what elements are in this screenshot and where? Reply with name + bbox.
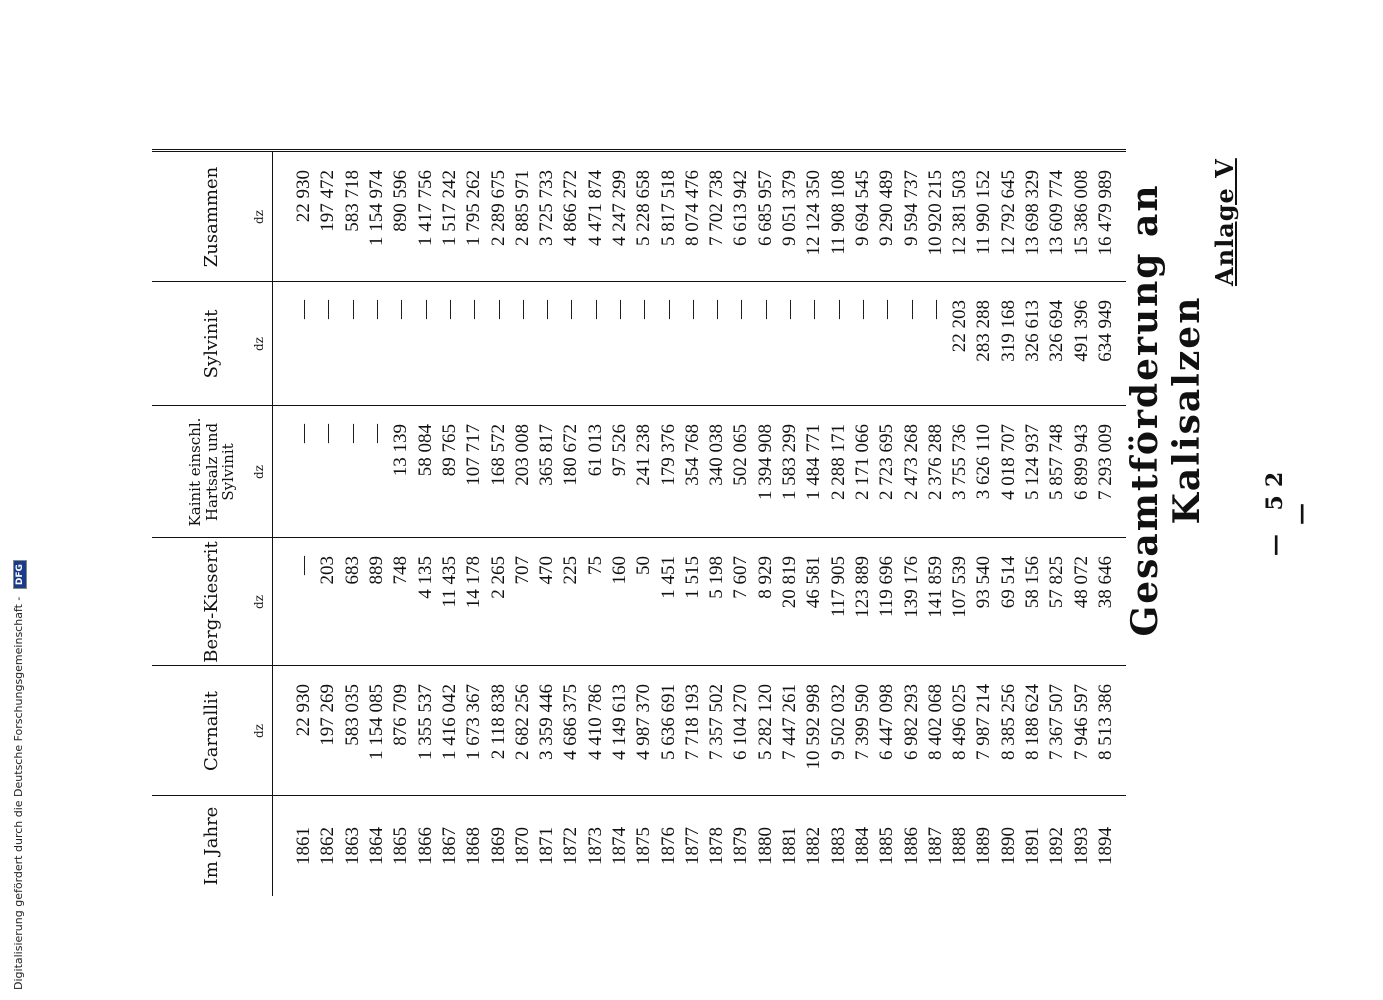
value-cell: 326 694 <box>1046 300 1068 362</box>
value-cell: — <box>633 300 655 319</box>
value-cell: 4 247 299 <box>609 170 630 246</box>
table-row <box>511 152 535 896</box>
value-cell: — <box>900 300 922 319</box>
value-cell: 7 702 738 <box>706 170 728 246</box>
value-cell: — <box>511 300 533 319</box>
value-cell: 1 355 537 <box>414 684 436 760</box>
value-cell: — <box>317 424 339 443</box>
table-row <box>341 152 365 896</box>
value-cell: 5 282 120 <box>754 684 776 760</box>
table-row <box>754 152 778 896</box>
value-cell: 1 484 771 <box>803 424 825 500</box>
table-row <box>1070 152 1094 896</box>
value-cell: — <box>293 300 315 319</box>
value-cell: 3 725 733 <box>536 170 558 246</box>
year-cell: 1865 <box>390 827 412 865</box>
value-cell: 97 526 <box>609 424 630 477</box>
value-cell: 3 626 110 <box>973 424 995 500</box>
year-cell: 1863 <box>341 827 363 865</box>
value-cell: 7 357 502 <box>706 684 728 760</box>
table-row <box>1045 152 1069 896</box>
value-cell: 75 <box>584 556 606 575</box>
value-cell: 365 817 <box>536 424 558 486</box>
value-cell: — <box>584 300 606 319</box>
value-cell: 326 613 <box>1022 300 1044 362</box>
funding-note <box>12 560 27 990</box>
value-cell: 2 473 268 <box>900 424 922 500</box>
value-cell: 5 636 691 <box>657 684 679 760</box>
production-table <box>152 149 1126 896</box>
value-cell: 22 930 <box>293 170 315 223</box>
value-cell: 11 990 152 <box>973 170 995 255</box>
header-sylvinit: Sylvinit dz <box>201 309 266 379</box>
value-cell: — <box>803 300 825 319</box>
year-cell: 1884 <box>851 827 873 865</box>
header-year: Im Jahre <box>201 806 223 886</box>
value-cell: 20 819 <box>779 556 801 609</box>
value-cell: — <box>317 300 339 319</box>
value-cell: 319 168 <box>997 300 1019 362</box>
value-cell: 354 768 <box>681 424 703 486</box>
value-cell: 4 987 370 <box>633 684 655 760</box>
value-cell: — <box>366 424 388 443</box>
value-cell: 241 238 <box>633 424 655 486</box>
value-cell: 203 <box>317 556 339 585</box>
value-cell: 5 198 <box>706 556 728 599</box>
value-cell: 890 596 <box>390 170 412 232</box>
table-row <box>924 152 948 896</box>
value-cell: 7 447 261 <box>779 684 801 760</box>
value-cell: — <box>681 300 703 319</box>
table-row <box>438 152 462 896</box>
table-row <box>778 152 802 896</box>
value-cell: — <box>851 300 873 319</box>
value-cell: — <box>341 424 363 443</box>
value-cell: 6 982 293 <box>900 684 922 760</box>
year-cell: 1868 <box>463 827 485 865</box>
year-cell: 1870 <box>511 827 533 865</box>
value-cell: 9 051 379 <box>779 170 801 246</box>
table-row <box>972 152 996 896</box>
value-cell: — <box>487 300 509 319</box>
value-cell: 2 288 171 <box>827 424 849 500</box>
value-cell: 748 <box>390 556 412 585</box>
value-cell: 1 394 908 <box>754 424 776 500</box>
value-cell: 7 718 193 <box>681 684 703 760</box>
value-cell: 5 817 518 <box>657 170 679 246</box>
value-cell: 8 074 476 <box>681 170 703 246</box>
value-cell: 10 592 998 <box>803 684 825 770</box>
table-row <box>681 152 705 896</box>
value-cell: — <box>706 300 728 319</box>
value-cell: 8 496 025 <box>949 684 971 760</box>
value-cell: 7 607 <box>730 556 752 599</box>
header-kainit: Kainit einschl. Hartsalz und Sylvinit dz <box>186 417 266 527</box>
value-cell: 2 118 838 <box>487 684 509 760</box>
value-cell: — <box>414 300 436 319</box>
year-cell: 1886 <box>900 827 922 865</box>
value-cell: 13 139 <box>390 424 412 477</box>
value-cell: 197 472 <box>317 170 339 232</box>
value-cell: 48 072 <box>1070 556 1092 609</box>
value-cell: — <box>730 300 752 319</box>
year-cell: 1880 <box>754 827 776 865</box>
appendix-label: Anlage V <box>1210 158 1239 286</box>
value-cell: 683 <box>341 556 363 585</box>
table-row <box>486 152 510 896</box>
year-cell: 1881 <box>779 827 801 865</box>
value-cell: 61 013 <box>584 424 606 477</box>
value-cell: 197 269 <box>317 684 339 746</box>
value-cell: 13 609 774 <box>1046 170 1068 256</box>
value-cell: 12 792 645 <box>997 170 1019 256</box>
value-cell: — <box>390 300 412 319</box>
value-cell: — <box>827 300 849 319</box>
year-cell: 1875 <box>633 827 655 865</box>
value-cell: 491 396 <box>1070 300 1092 362</box>
value-cell: 3 755 736 <box>949 424 971 500</box>
year-cell: 1861 <box>293 827 315 865</box>
value-cell: 8 402 068 <box>924 684 946 760</box>
value-cell: 16 479 989 <box>1094 170 1116 256</box>
value-cell: 6 899 943 <box>1070 424 1092 500</box>
value-cell: 889 <box>366 556 388 585</box>
page-title: Gesamtförderung an Kalisalzen <box>1124 183 1208 637</box>
value-cell: — <box>876 300 898 319</box>
year-cell: 1867 <box>438 827 460 865</box>
value-cell: 139 176 <box>900 556 922 618</box>
value-cell: 5 124 937 <box>1022 424 1044 500</box>
value-cell: 8 188 624 <box>1022 684 1044 760</box>
table-row <box>827 152 851 896</box>
value-cell: 38 646 <box>1094 556 1116 609</box>
value-cell: 2 885 971 <box>511 170 533 246</box>
value-cell: 9 594 737 <box>900 170 922 246</box>
year-cell: 1890 <box>997 827 1019 865</box>
value-cell: 117 905 <box>827 556 849 618</box>
value-cell: 8 385 256 <box>997 684 1019 760</box>
value-cell: 160 <box>609 556 630 585</box>
value-cell: 179 376 <box>657 424 679 486</box>
value-cell: 4 018 707 <box>997 424 1019 500</box>
value-cell: — <box>609 300 630 319</box>
table-body <box>292 152 1118 896</box>
value-cell: 1 417 756 <box>414 170 436 246</box>
value-cell: 6 104 270 <box>730 684 752 760</box>
table-row <box>389 152 413 896</box>
table-row <box>705 152 729 896</box>
year-cell: 1873 <box>584 827 606 865</box>
value-cell: — <box>293 424 315 443</box>
year-cell: 1876 <box>657 827 679 865</box>
value-cell: 203 008 <box>511 424 533 486</box>
value-cell: 14 178 <box>463 556 485 609</box>
page-number: — 52 — <box>1262 463 1314 557</box>
value-cell: 1 583 299 <box>779 424 801 500</box>
value-cell: 7 399 590 <box>851 684 873 760</box>
value-cell: 10 920 215 <box>924 170 946 256</box>
value-cell: 168 572 <box>487 424 509 486</box>
value-cell: 583 718 <box>341 170 363 232</box>
year-cell: 1879 <box>730 827 752 865</box>
year-cell: 1864 <box>366 827 388 865</box>
value-cell: 22 930 <box>293 684 315 737</box>
value-cell: 583 035 <box>341 684 363 746</box>
year-cell: 1891 <box>1022 827 1044 865</box>
value-cell: 4 149 613 <box>609 684 630 760</box>
table-row <box>413 152 437 896</box>
table-row <box>948 152 972 896</box>
value-cell: 13 698 329 <box>1022 170 1044 256</box>
year-cell: 1874 <box>609 827 630 865</box>
value-cell: 340 038 <box>706 424 728 486</box>
value-cell: — <box>536 300 558 319</box>
table-row <box>656 152 680 896</box>
value-cell: 7 946 597 <box>1070 684 1092 760</box>
header-kieserit: Berg-Kieserit dz <box>201 541 266 663</box>
value-cell: 4 866 272 <box>560 170 582 246</box>
value-cell: 57 825 <box>1046 556 1068 609</box>
value-cell: 58 084 <box>414 424 436 477</box>
value-cell: 1 416 042 <box>438 684 460 760</box>
value-cell: 107 717 <box>463 424 485 486</box>
funding-note-text: Digitalisierung gefördert durch die Deutsche Forschungsgemeinschaft - <box>12 596 25 990</box>
year-cell: 1894 <box>1094 827 1116 865</box>
value-cell: 2 265 <box>487 556 509 599</box>
value-cell: 180 672 <box>560 424 582 486</box>
value-cell: — <box>463 300 485 319</box>
value-cell: 22 203 <box>949 300 971 353</box>
value-cell: 4 410 786 <box>584 684 606 760</box>
year-cell: 1877 <box>681 827 703 865</box>
value-cell: 1 154 085 <box>366 684 388 760</box>
value-cell: 11 435 <box>438 556 460 608</box>
header-carnallit: Carnallit dz <box>201 691 266 771</box>
value-cell: 2 682 256 <box>511 684 533 760</box>
value-cell: 11 908 108 <box>827 170 849 255</box>
value-cell: 1 515 <box>681 556 703 599</box>
value-cell: 4 135 <box>414 556 436 599</box>
value-cell: 470 <box>536 556 558 585</box>
header-rule <box>272 152 273 896</box>
year-cell: 1882 <box>803 827 825 865</box>
table-row <box>632 152 656 896</box>
table-row <box>316 152 340 896</box>
table-row <box>1094 152 1118 896</box>
table-row <box>997 152 1021 896</box>
value-cell: 502 065 <box>730 424 752 486</box>
year-cell: 1892 <box>1046 827 1068 865</box>
table-row <box>1021 152 1045 896</box>
value-cell: 6 447 098 <box>876 684 898 760</box>
value-cell: — <box>754 300 776 319</box>
value-cell: 12 124 350 <box>803 170 825 256</box>
value-cell: 876 709 <box>390 684 412 746</box>
value-cell: 12 381 503 <box>949 170 971 256</box>
table-header <box>152 152 272 896</box>
value-cell: 4 686 375 <box>560 684 582 760</box>
value-cell: 1 795 262 <box>463 170 485 246</box>
value-cell: 7 293 009 <box>1094 424 1116 500</box>
year-cell: 1887 <box>924 827 946 865</box>
value-cell: 8 513 386 <box>1094 684 1116 760</box>
year-cell: 1885 <box>876 827 898 865</box>
year-cell: 1871 <box>536 827 558 865</box>
value-cell: — <box>438 300 460 319</box>
value-cell: 2 376 288 <box>924 424 946 500</box>
value-cell: — <box>560 300 582 319</box>
value-cell: 9 502 032 <box>827 684 849 760</box>
value-cell: 707 <box>511 556 533 585</box>
table-row <box>292 152 316 896</box>
value-cell: 7 987 214 <box>973 684 995 760</box>
value-cell: 9 290 489 <box>876 170 898 246</box>
year-cell: 1872 <box>560 827 582 865</box>
value-cell: 1 673 367 <box>463 684 485 760</box>
dfg-logo: DFG <box>13 560 27 589</box>
value-cell: 9 694 545 <box>851 170 873 246</box>
value-cell: 3 359 446 <box>536 684 558 760</box>
value-cell: 141 859 <box>924 556 946 618</box>
value-cell: 6 685 957 <box>754 170 776 246</box>
value-cell: 123 889 <box>851 556 873 618</box>
year-cell: 1866 <box>414 827 436 865</box>
value-cell: 6 613 942 <box>730 170 752 246</box>
value-cell: 2 723 695 <box>876 424 898 500</box>
value-cell: 15 386 008 <box>1070 170 1092 256</box>
table-row <box>851 152 875 896</box>
value-cell: 225 <box>560 556 582 585</box>
value-cell: 283 288 <box>973 300 995 362</box>
year-cell: 1883 <box>827 827 849 865</box>
year-cell: 1888 <box>949 827 971 865</box>
value-cell: 107 539 <box>949 556 971 618</box>
header-total: Zusammen dz <box>201 166 266 268</box>
year-cell: 1869 <box>487 827 509 865</box>
table-row <box>899 152 923 896</box>
value-cell: 8 929 <box>754 556 776 599</box>
value-cell: 1 451 <box>657 556 679 599</box>
table-row <box>559 152 583 896</box>
value-cell: 1 154 974 <box>366 170 388 246</box>
table-row <box>608 152 632 896</box>
value-cell: 46 581 <box>803 556 825 609</box>
value-cell: 7 367 507 <box>1046 684 1068 760</box>
year-cell: 1893 <box>1070 827 1092 865</box>
value-cell: — <box>293 556 315 575</box>
table-row <box>462 152 486 896</box>
value-cell: 4 471 874 <box>584 170 606 246</box>
value-cell: — <box>341 300 363 319</box>
value-cell: — <box>366 300 388 319</box>
table-row <box>875 152 899 896</box>
table-row <box>729 152 753 896</box>
table-row <box>802 152 826 896</box>
value-cell: 2 171 066 <box>851 424 873 500</box>
value-cell: 58 156 <box>1022 556 1044 609</box>
value-cell: 5 228 658 <box>633 170 655 246</box>
table-row <box>365 152 389 896</box>
value-cell: 2 289 675 <box>487 170 509 246</box>
value-cell: 119 696 <box>876 556 898 618</box>
value-cell: 89 765 <box>438 424 460 477</box>
year-cell: 1878 <box>706 827 728 865</box>
value-cell: 634 949 <box>1094 300 1116 362</box>
year-cell: 1862 <box>317 827 339 865</box>
value-cell: 1 517 242 <box>438 170 460 246</box>
table-row <box>535 152 559 896</box>
value-cell: 50 <box>633 556 655 575</box>
value-cell: — <box>924 300 946 319</box>
table-row <box>584 152 608 896</box>
value-cell: — <box>779 300 801 319</box>
value-cell: 93 540 <box>973 556 995 609</box>
value-cell: 69 514 <box>997 556 1019 609</box>
year-cell: 1889 <box>973 827 995 865</box>
value-cell: 5 857 748 <box>1046 424 1068 500</box>
value-cell: — <box>657 300 679 319</box>
